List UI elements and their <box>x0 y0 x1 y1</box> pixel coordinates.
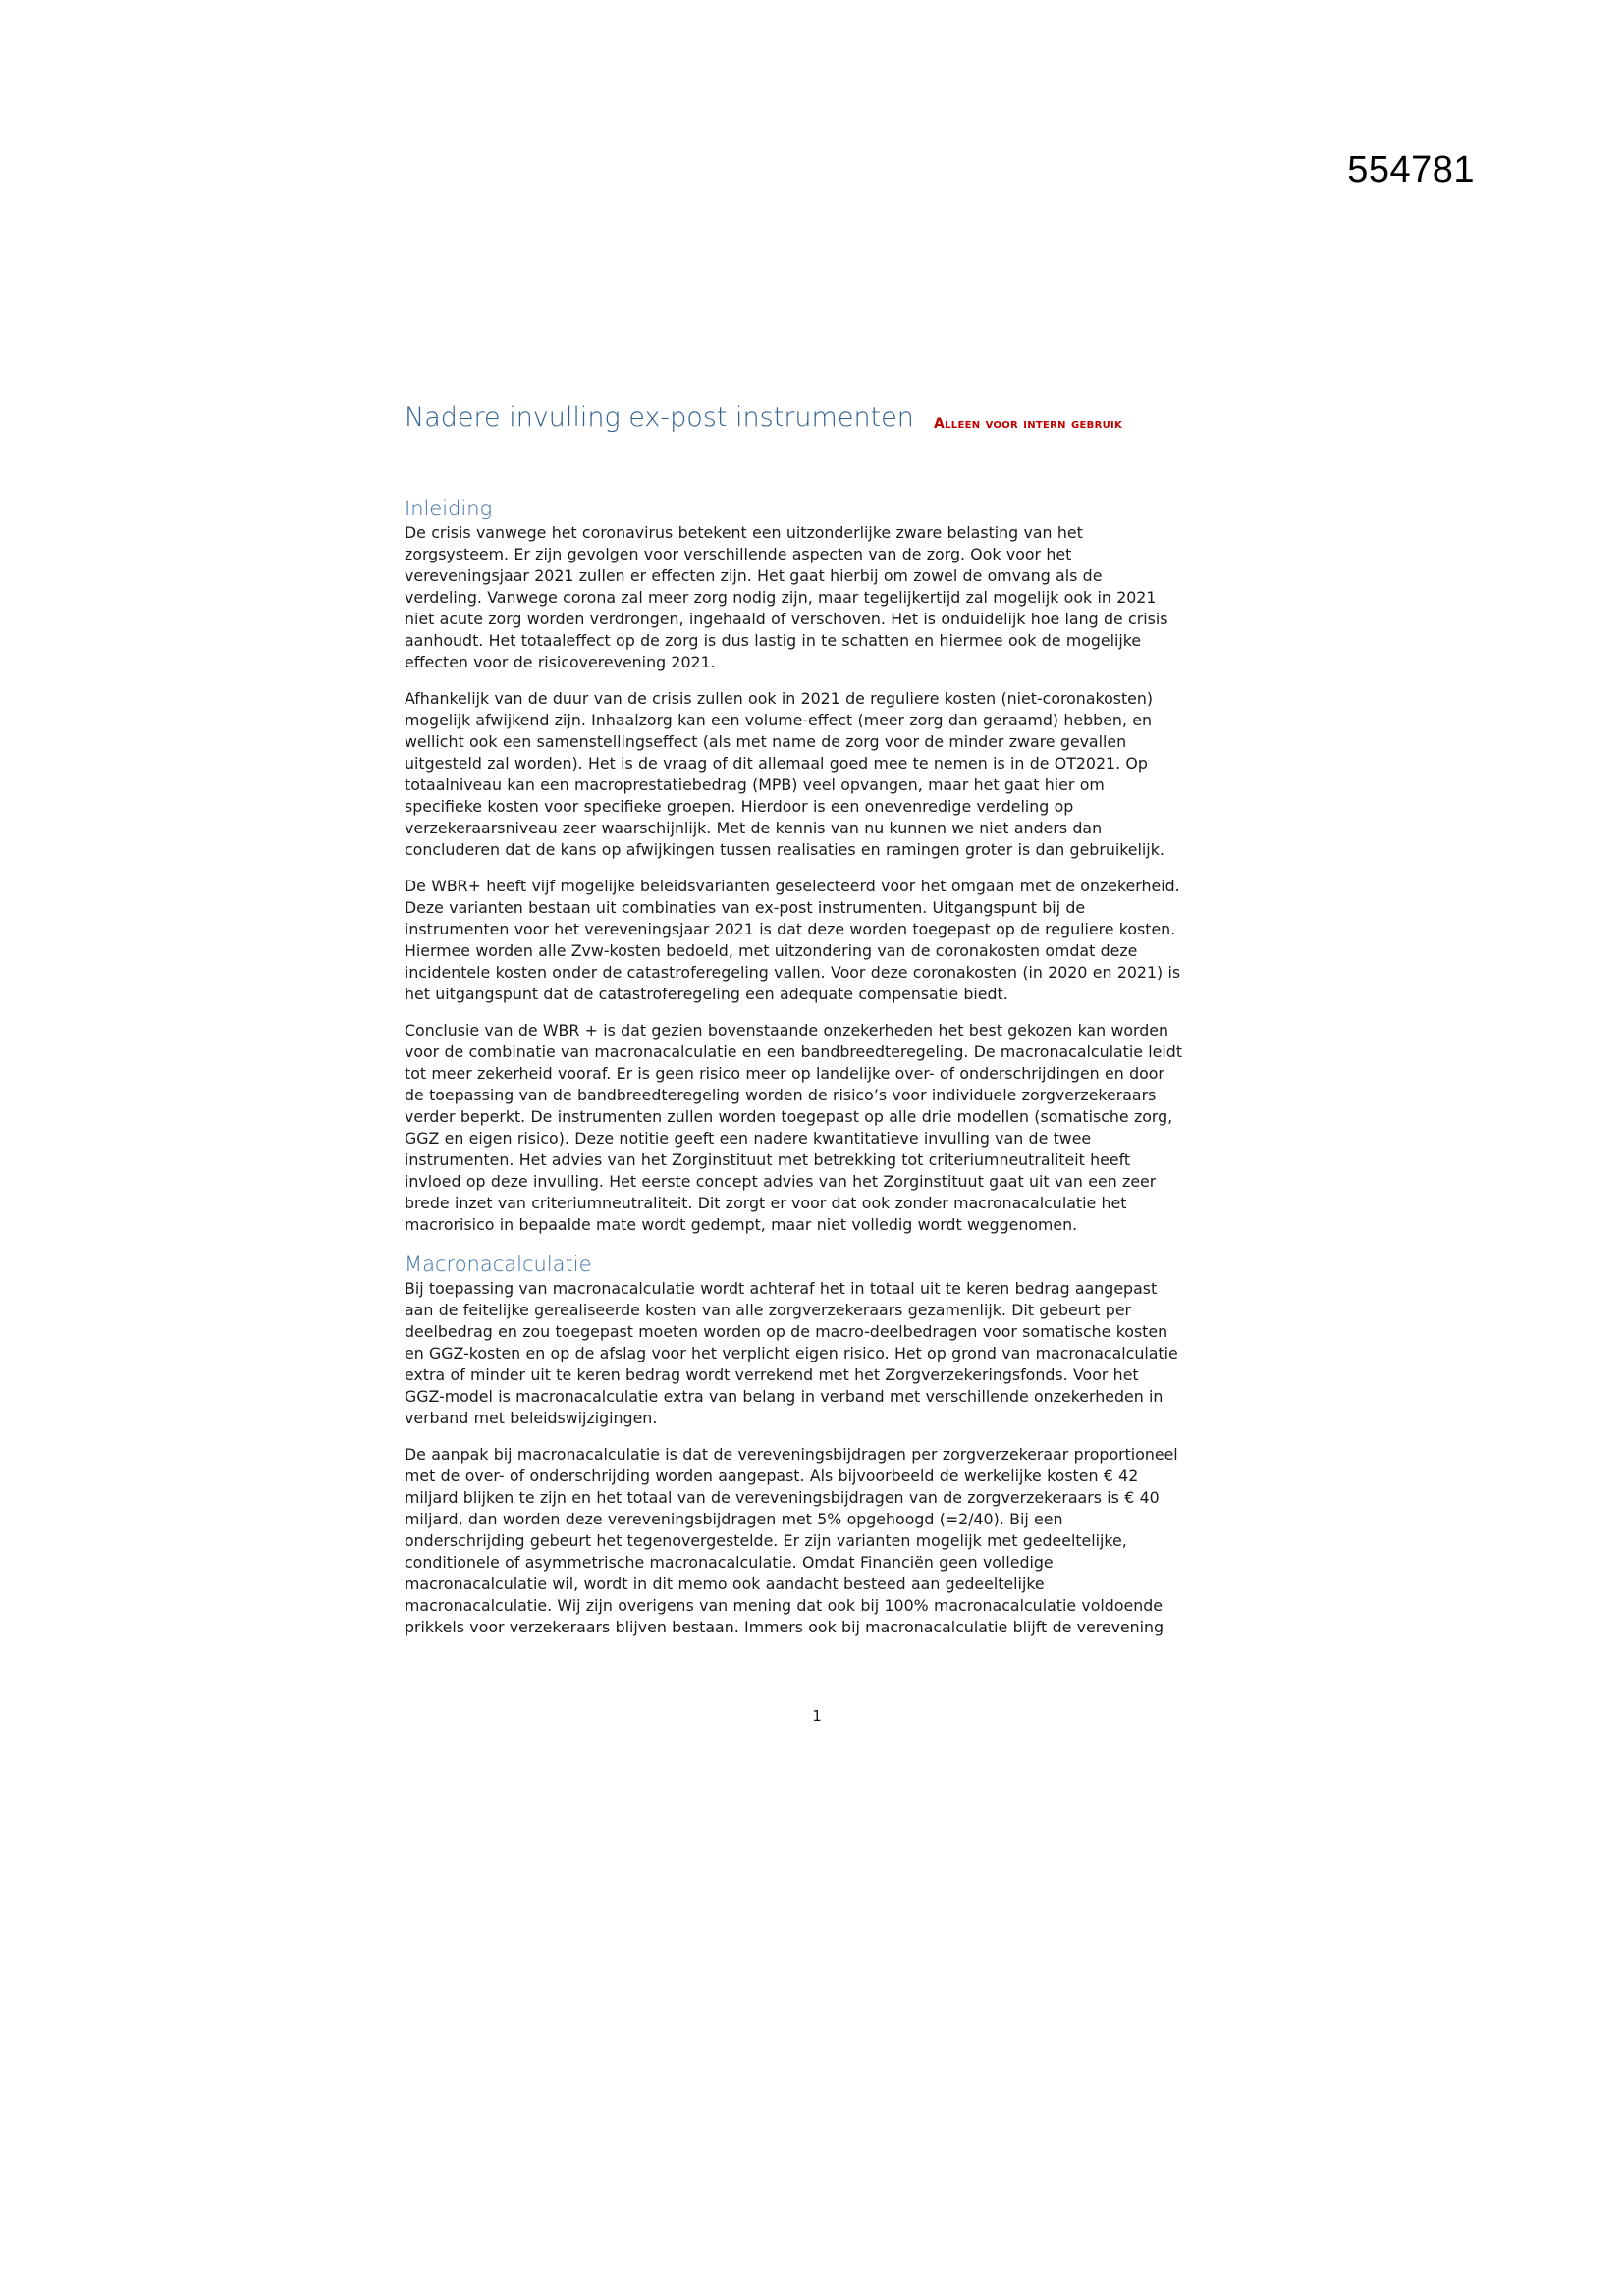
text-line: voor de combinatie van macronacalculatie en een bandbreedteregeling. De macronacalculatie leidt <box>405 1042 1183 1061</box>
text-line: De aanpak bij macronacalculatie is dat de vereveningsbijdragen per zorgverzekeraar proportioneel <box>405 1445 1178 1464</box>
text-line: mogelijk afwijkend zijn. Inhaalzorg kan een volume-effect (meer zorg dan geraamd) hebben, en <box>405 711 1152 729</box>
text-line: onderschrijding gebeurt het tegenovergestelde. Er zijn varianten mogelijk met gedeeltelijke, <box>405 1531 1127 1550</box>
text-line: aan de feitelijke gerealiseerde kosten van alle zorgverzekeraars gezamenlijk. Dit gebeurt per <box>405 1301 1132 1319</box>
paragraph <box>405 1278 1249 1429</box>
text-line: effecten voor de risicoverevening 2021. <box>405 653 716 671</box>
text-line: het uitgangspunt dat de catastroferegeling een adequate compensatie biedt. <box>405 985 1008 1003</box>
text-line: instrumenten. Het advies van het Zorginstituut met betrekking tot criteriumneutraliteit heeft <box>405 1150 1131 1169</box>
document-header <box>405 402 1239 452</box>
page-number: 1 <box>812 1707 822 1725</box>
section-heading: Inleiding <box>405 497 493 520</box>
text-line: instrumenten voor het vereveningsjaar 2021 is dat deze worden toegepast op de reguliere kosten. <box>405 920 1176 938</box>
document-body <box>405 495 1249 1653</box>
text-line: Conclusie van de WBR + is dat gezien bovenstaande onzekerheden het best gekozen kan worden <box>405 1021 1169 1040</box>
text-line: met de over- of onderschrijding worden aangepast. Als bijvoorbeeld de werkelijke kosten € 42 <box>405 1467 1139 1485</box>
text-line: invloed op deze invulling. Het eerste concept advies van het Zorginstituut gaat uit van een zeer <box>405 1172 1157 1191</box>
text-line: conditionele of asymmetrische macronacalculatie. Omdat Financiën geen volledige <box>405 1553 1054 1572</box>
text-line: vereveningsjaar 2021 zullen er effecten zijn. Het gaat hierbij om zowel de omvang als de <box>405 566 1103 585</box>
text-line: verband met beleidswijzigingen. <box>405 1409 658 1427</box>
text-line: brede inzet van criteriumneutraliteit. Dit zorgt er voor dat ook zonder macronacalculatie het <box>405 1194 1127 1212</box>
text-line: specifieke kosten voor specifieke groepen. Hierdoor is een onevenredige verdeling op <box>405 797 1074 816</box>
text-line: concluderen dat de kans op afwijkingen tussen realisaties en ramingen groter is dan gebruikelijk. <box>405 840 1164 859</box>
paragraph <box>405 1020 1249 1236</box>
text-line: extra of minder uit te keren bedrag wordt verrekend met het Zorgverzekeringsfonds. Voor het <box>405 1365 1139 1384</box>
text-line: aanhoudt. Het totaaleffect op de zorg is dus lastig in te schatten en hiermee ook de mogelijke <box>405 631 1142 650</box>
text-line: deelbedrag en zou toegepast moeten worden op de macro-deelbedragen voor somatische kosten <box>405 1322 1168 1341</box>
section-heading: Macronacalculatie <box>405 1253 592 1276</box>
text-line: Deze varianten bestaan uit combinaties van ex-post instrumenten. Uitgangspunt bij de <box>405 898 1086 917</box>
text-line: Afhankelijk van de duur van de crisis zullen ook in 2021 de reguliere kosten (niet-coronakosten) <box>405 689 1154 708</box>
text-line: en GGZ-kosten en op de afslag voor het verplicht eigen risico. Het op grond van macronacalculatie <box>405 1344 1178 1362</box>
text-line: totaalniveau kan een macroprestatiebedrag (MPB) veel opvangen, maar het gaat hier om <box>405 775 1105 794</box>
document-number: 554781 <box>1347 149 1475 190</box>
text-line: incidentele kosten onder de catastroferegeling vallen. Voor deze coronakosten (in 2020 en 2021) is <box>405 963 1181 982</box>
text-line: Hiermee worden alle Zvw-kosten bedoeld, met uitzondering van de coronakosten omdat deze <box>405 941 1138 960</box>
text-line: tot meer zekerheid vooraf. Er is geen risico meer op landelijke over- of onderschrijdingen en door <box>405 1064 1164 1083</box>
text-line: macronacalculatie wil, wordt in dit memo ook aandacht besteed aan gedeeltelijke <box>405 1575 1045 1593</box>
text-line: GGZ en eigen risico). Deze notitie geeft een nadere kwantitatieve invulling van de twee <box>405 1129 1092 1148</box>
text-line: de toepassing van de bandbreedteregeling worden de risico’s voor individuele zorgverzekeraars <box>405 1086 1157 1104</box>
text-line: miljard, dan worden deze vereveningsbijdragen met 5% opgehoogd (=2/40). Bij een <box>405 1510 1063 1528</box>
text-line: verzekeraarsniveau zeer waarschijnlijk. Met de kennis van nu kunnen we niet anders dan <box>405 819 1103 837</box>
text-line: zorgsysteem. Er zijn gevolgen voor verschillende aspecten van de zorg. Ook voor het <box>405 545 1072 563</box>
text-line: niet acute zorg worden verdrongen, ingehaald of verschoven. Het is onduidelijk hoe lang de crisis <box>405 610 1168 628</box>
text-line: De WBR+ heeft vijf mogelijke beleidsvarianten geselecteerd voor het omgaan met de onzekerheid. <box>405 877 1180 895</box>
paragraph <box>405 522 1249 673</box>
text-line: macronacalculatie. Wij zijn overigens van mening dat ook bij 100% macronacalculatie voldoende <box>405 1596 1163 1615</box>
text-line: miljard blijken te zijn en het totaal van de vereveningsbijdragen van de zorgverzekeraars is € 40 <box>405 1488 1160 1507</box>
text-line: De crisis vanwege het coronavirus betekent een uitzonderlijke zware belasting van het <box>405 523 1083 542</box>
classification-label: Alleen voor intern gebruik <box>934 416 1123 432</box>
paragraph <box>405 1444 1249 1638</box>
paragraph <box>405 876 1249 1005</box>
document-title: Nadere invulling ex-post instrumenten <box>405 402 914 433</box>
text-line: wellicht ook een samenstellingseffect (als met name de zorg voor de minder zware gevallen <box>405 732 1127 751</box>
text-line: Bij toepassing van macronacalculatie wordt achteraf het in totaal uit te keren bedrag aangepast <box>405 1279 1158 1298</box>
text-line: prikkels voor verzekeraars blijven bestaan. Immers ook bij macronacalculatie blijft de verevening <box>405 1618 1164 1636</box>
paragraph <box>405 688 1249 861</box>
text-line: verder beperkt. De instrumenten zullen worden toegepast op alle drie modellen (somatische zorg, <box>405 1107 1173 1126</box>
text-line: GGZ-model is macronacalculatie extra van belang in verband met verschillende onzekerheden in <box>405 1387 1164 1406</box>
text-line: verdeling. Vanwege corona zal meer zorg nodig zijn, maar tegelijkertijd zal mogelijk ook in 2021 <box>405 588 1157 607</box>
text-line: macrorisico in bepaalde mate wordt gedempt, maar niet volledig wordt weggenomen. <box>405 1215 1078 1234</box>
text-line: uitgesteld zal worden). Het is de vraag of dit allemaal goed mee te nemen is in de OT2021. Op <box>405 754 1148 773</box>
